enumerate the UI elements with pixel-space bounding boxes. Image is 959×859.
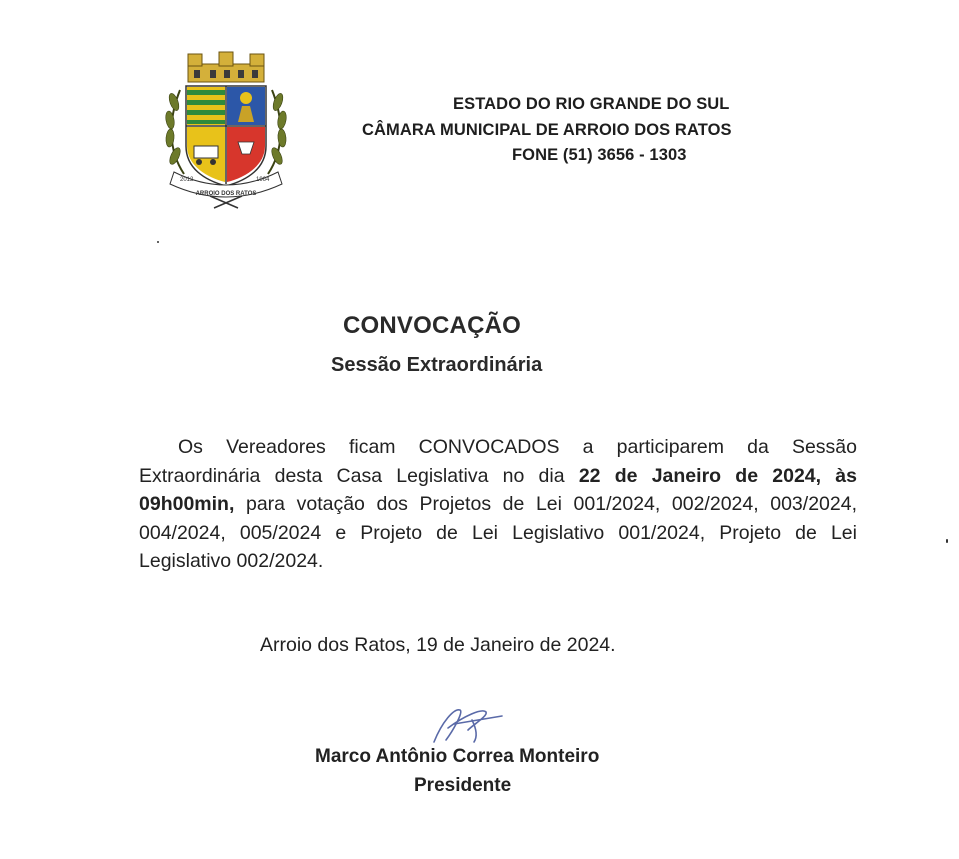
place-date-line: Arroio dos Ratos, 19 de Janeiro de 2024. (260, 634, 616, 656)
ribbon-year-right: 1964 (256, 177, 270, 183)
crown-icon (188, 52, 264, 82)
signer-role: Presidente (414, 775, 512, 796)
header-phone: FONE (51) 3656 - 1303 (512, 146, 687, 164)
scan-speck (946, 539, 948, 543)
crossed-tools-icon (210, 196, 242, 208)
header-chamber-name: CÂMARA MUNICIPAL DE ARROIO DOS RATOS (362, 121, 732, 139)
header-state-name: ESTADO DO RIO GRANDE DO SUL (453, 95, 730, 113)
ribbon-year-left: 2012 (180, 177, 194, 183)
body-session-date: 22 de Janeiro de 2024, às 09h00min, (139, 464, 857, 515)
municipal-crest-logo (158, 50, 294, 212)
body-text-part1: Os Vereadores ficam CONVOCADOS a participarem da Sessão Extraordinária desta Casa Legislativa no dia (139, 436, 857, 487)
document-subtitle: Sessão Extraordinária (331, 354, 543, 376)
convocation-body (139, 433, 857, 576)
scan-speck (157, 241, 159, 243)
body-text-part2: para votação dos Projetos de Lei 001/2024, 002/2024, 003/2024, 004/2024, 005/2024 e Projeto de Lei Legislativo 001/2024, Projeto de Lei Legislativo 002/2024. (139, 493, 857, 572)
document-title: CONVOCAÇÃO (343, 312, 522, 339)
signer-name: Marco Antônio Correa Monteiro (315, 746, 600, 767)
ribbon-text: ARROIO DOS RATOS (195, 191, 257, 197)
shield-icon (186, 86, 266, 186)
handwritten-signature (424, 702, 506, 750)
